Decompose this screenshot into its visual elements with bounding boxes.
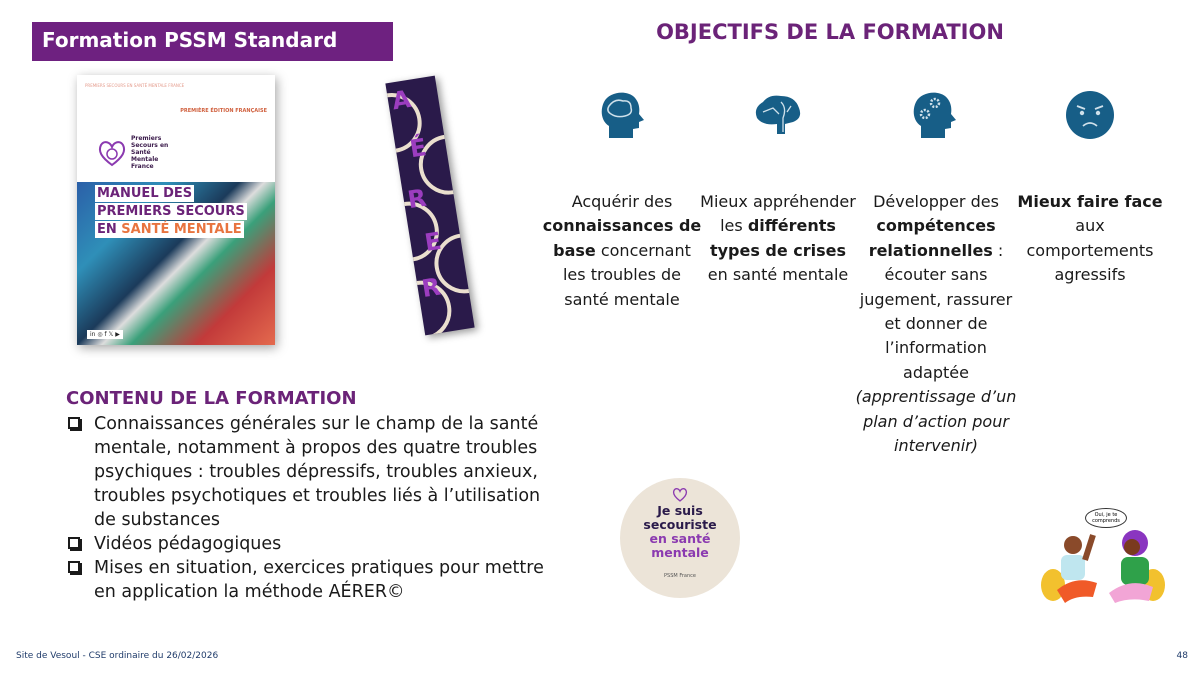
pssm-logo	[97, 135, 171, 170]
badge-text	[620, 504, 740, 560]
speech-bubble: Oui, je te comprends	[1085, 508, 1127, 528]
objective-4	[1010, 190, 1170, 288]
objective-3	[854, 190, 1018, 458]
bookmark-letter: R	[405, 183, 429, 215]
head-gears-icon	[907, 88, 961, 142]
checkbox-bullet-icon	[68, 561, 80, 573]
slide-title: Formation PSSM Standard	[32, 22, 393, 61]
book-title-part: EN	[97, 222, 122, 237]
book-top-line: PREMIERS SECOURS EN SANTÉ MENTALE FRANCE	[85, 83, 185, 88]
list-item	[66, 556, 546, 604]
checkbox-bullet-icon	[68, 417, 80, 429]
aerer-bookmark-image	[385, 76, 474, 336]
book-edition: PREMIÈRE ÉDITION FRANÇAISE	[180, 108, 267, 114]
objective-text-segment: (apprentissage d’un plan d’action pour intervenir)	[855, 387, 1017, 456]
bookmark-letter: A	[390, 84, 413, 116]
objective-text-segment: aux comportements agressifs	[1026, 216, 1154, 285]
contenu-list	[66, 412, 546, 604]
badge-line: Je suis	[657, 503, 703, 518]
bookmark-letter: R	[419, 272, 443, 304]
manual-cover-image	[77, 75, 275, 345]
list-item-text: Vidéos pédagogiques	[94, 534, 282, 554]
badge-line: secouriste	[643, 517, 717, 532]
objective-text-segment: : écouter sans jugement, rassurer et donner de l’information adaptée	[859, 240, 1013, 382]
checkbox-bullet-icon	[68, 537, 80, 549]
bookmark-letter: E	[422, 226, 444, 258]
heart-logo-icon	[97, 139, 127, 167]
book-title-part: SANTÉ MENTALE	[121, 222, 242, 237]
objective-text-segment: différents types de crises	[709, 216, 847, 260]
footer-text: Site de Vesoul - CSE ordinaire du 26/02/2026	[16, 651, 219, 661]
objective-text-segment: concernant les troubles de santé mentale	[562, 240, 691, 309]
contenu-title: CONTENU DE LA FORMATION	[66, 388, 357, 409]
angry-face-icon	[1063, 88, 1117, 142]
objective-text-segment: Mieux faire face	[1017, 192, 1163, 211]
book-title-line	[95, 221, 244, 238]
badge-line: mentale	[651, 545, 709, 560]
list-item-text: Connaissances générales sur le champ de la santé mentale, notamment à propos des quatre troubles psychiques : troubles dépressifs, troubles anxieux, troubles psychotiques et troubles liés à l’utilisation de substances	[94, 414, 541, 530]
list-item	[66, 532, 546, 556]
book-title-line: PREMIERS SECOURS	[97, 204, 245, 219]
list-item	[66, 412, 546, 532]
badge-small-text: PSSM France	[664, 573, 696, 579]
objectives-title: OBJECTIFS DE LA FORMATION	[656, 20, 1004, 44]
objective-text-segment: Acquérir des	[571, 192, 673, 211]
social-icons: in ◎ f 𝕏 ▶	[87, 330, 123, 339]
objective-2	[698, 190, 858, 288]
book-title-line: MANUEL DES	[97, 186, 193, 201]
list-item-text: Mises en situation, exercices pratiques pour mettre en application la méthode AÉRER©	[94, 558, 544, 602]
book-title	[95, 185, 247, 239]
objective-text-segment: connaissances de base	[542, 216, 702, 260]
badge-line: en santé	[649, 531, 711, 546]
objective-text-segment: Développer des	[873, 192, 999, 211]
brain-icon	[751, 88, 805, 142]
head-brain-icon	[595, 88, 649, 142]
bookmark-letter: É	[407, 133, 429, 164]
page-number: 48	[1176, 651, 1188, 661]
objective-text-segment: compétences relationnelles	[868, 216, 996, 260]
secouriste-badge	[620, 478, 740, 598]
logo-text: Premiers Secours en Santé Mentale France	[131, 135, 169, 170]
objective-text-segment: Mieux appréhender les	[700, 192, 856, 236]
objective-1	[542, 190, 702, 312]
conversation-illustration	[1035, 505, 1170, 610]
objective-text-segment: en santé mentale	[707, 265, 849, 285]
heart-logo-icon	[672, 487, 688, 502]
